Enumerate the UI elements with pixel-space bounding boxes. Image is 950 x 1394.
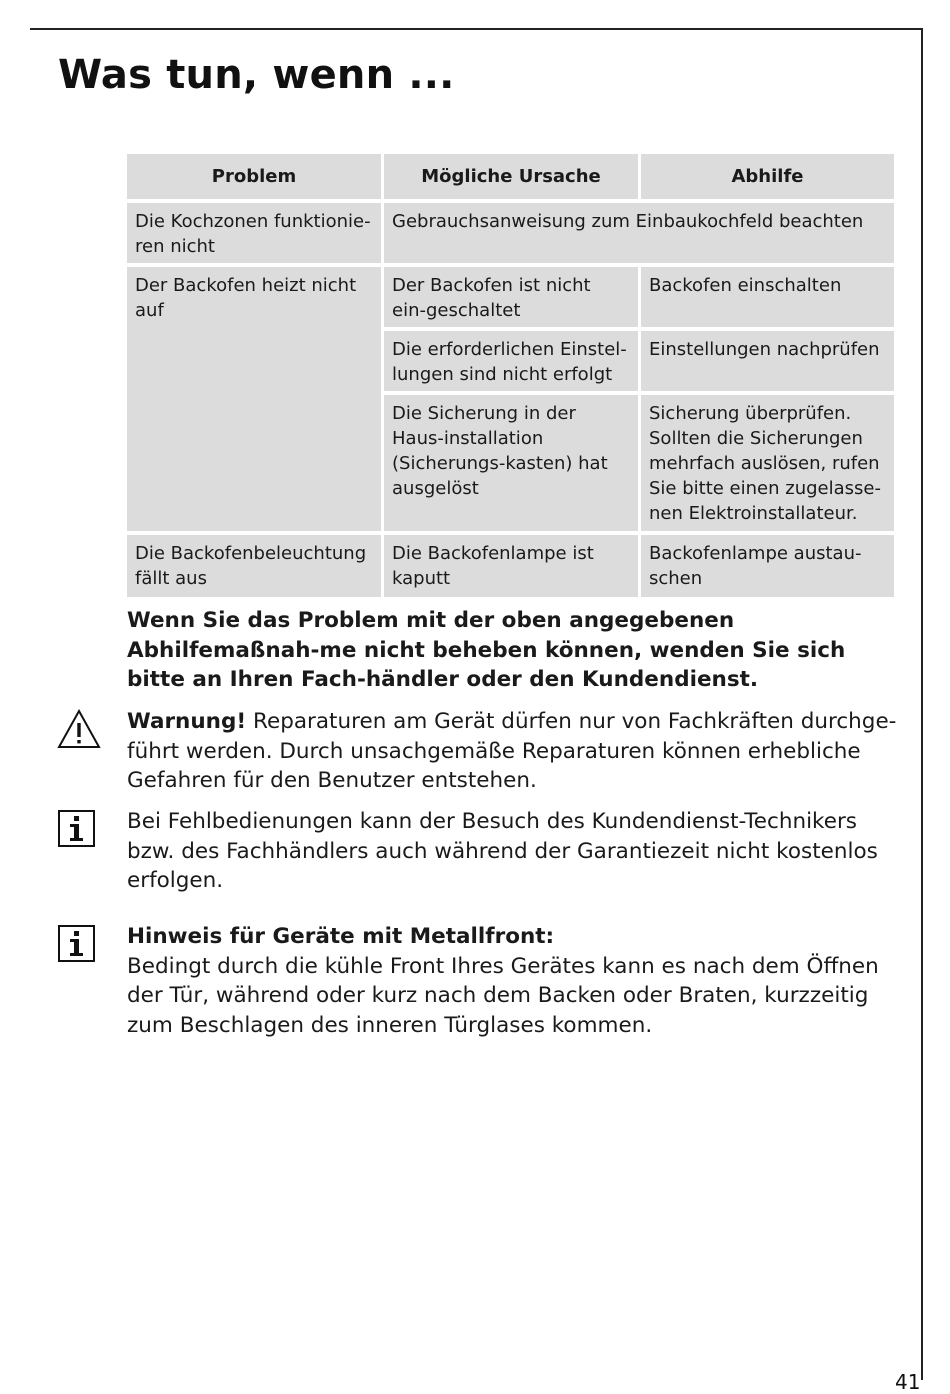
page-number: 41 — [895, 1370, 921, 1394]
right-rule — [921, 28, 923, 1380]
info-icon — [58, 925, 95, 962]
info-paragraph: Bei Fehlbedienungen kann der Besuch des Kundendienst-Technikers bzw. des Fachhändlers auch während der Garantiezeit nicht kostenlos erfolgen. — [127, 809, 878, 893]
header-cause: Mögliche Ursache — [384, 154, 638, 199]
cause-cell: Die Sicherung in der Haus-installation (Sicherungs-kasten) hat ausgelöst — [384, 395, 638, 531]
table-row — [384, 267, 894, 327]
info-icon — [58, 810, 95, 847]
remedy-cell: Sicherung überprüfen. Sollten die Sicherungen mehrfach auslösen, rufen Sie bitte einen zugelasse-nen Elektroinstallateur. — [641, 395, 894, 531]
table-row — [384, 395, 894, 531]
table-row — [127, 535, 894, 597]
cause-remedy-column — [384, 267, 894, 531]
page-title: Was tun, wenn ... — [58, 52, 455, 98]
problem-cell: Die Backofenbeleuchtung fällt aus — [127, 535, 381, 597]
remedy-cell: Einstellungen nachprüfen — [641, 331, 894, 391]
header-remedy: Abhilfe — [641, 154, 894, 199]
metal-front-note — [127, 922, 902, 1040]
table-row-group — [127, 267, 894, 531]
table-header-row — [127, 154, 894, 199]
metal-front-heading: Hinweis für Geräte mit Metallfront: — [127, 924, 555, 949]
cause-cell: Der Backofen ist nicht ein-geschaltet — [384, 267, 638, 327]
table-row — [127, 203, 894, 263]
table-row — [384, 331, 894, 391]
merged-cell: Gebrauchsanweisung zum Einbaukochfeld beachten — [384, 203, 894, 263]
metal-front-text: Bedingt durch die kühle Front Ihres Gerätes kann es nach dem Öffnen der Tür, während oder kurz nach dem Backen oder Braten, kurzzeitig zum Beschlagen des inneren Türglases kommen. — [127, 953, 879, 1038]
top-rule — [30, 28, 923, 30]
warning-triangle-icon — [56, 708, 102, 750]
cause-cell: Die Backofenlampe ist kaputt — [384, 535, 638, 597]
troubleshooting-table — [127, 154, 894, 601]
header-problem: Problem — [127, 154, 381, 199]
notice-paragraph: Wenn Sie das Problem mit der oben angegebenen Abhilfemaßnah-me nicht beheben können, wenden Sie sich bitte an Ihren Fach-händler oder den Kundendienst. — [127, 608, 846, 692]
warning-label: Warnung! — [127, 709, 247, 734]
warning-paragraph — [127, 707, 902, 796]
remedy-cell: Backofenlampe austau-schen — [641, 535, 894, 597]
warning-text: Reparaturen am Gerät dürfen nur von Fachkräften durchge-führt werden. Durch unsachgemäße Reparaturen können erhebliche Gefahren für den Benutzer entstehen. — [127, 709, 897, 793]
remedy-cell: Backofen einschalten — [641, 267, 894, 327]
problem-cell: Der Backofen heizt nicht auf — [127, 267, 381, 531]
cause-cell: Die erforderlichen Einstel-lungen sind nicht erfolgt — [384, 331, 638, 391]
problem-cell: Die Kochzonen funktionie-ren nicht — [127, 203, 381, 263]
